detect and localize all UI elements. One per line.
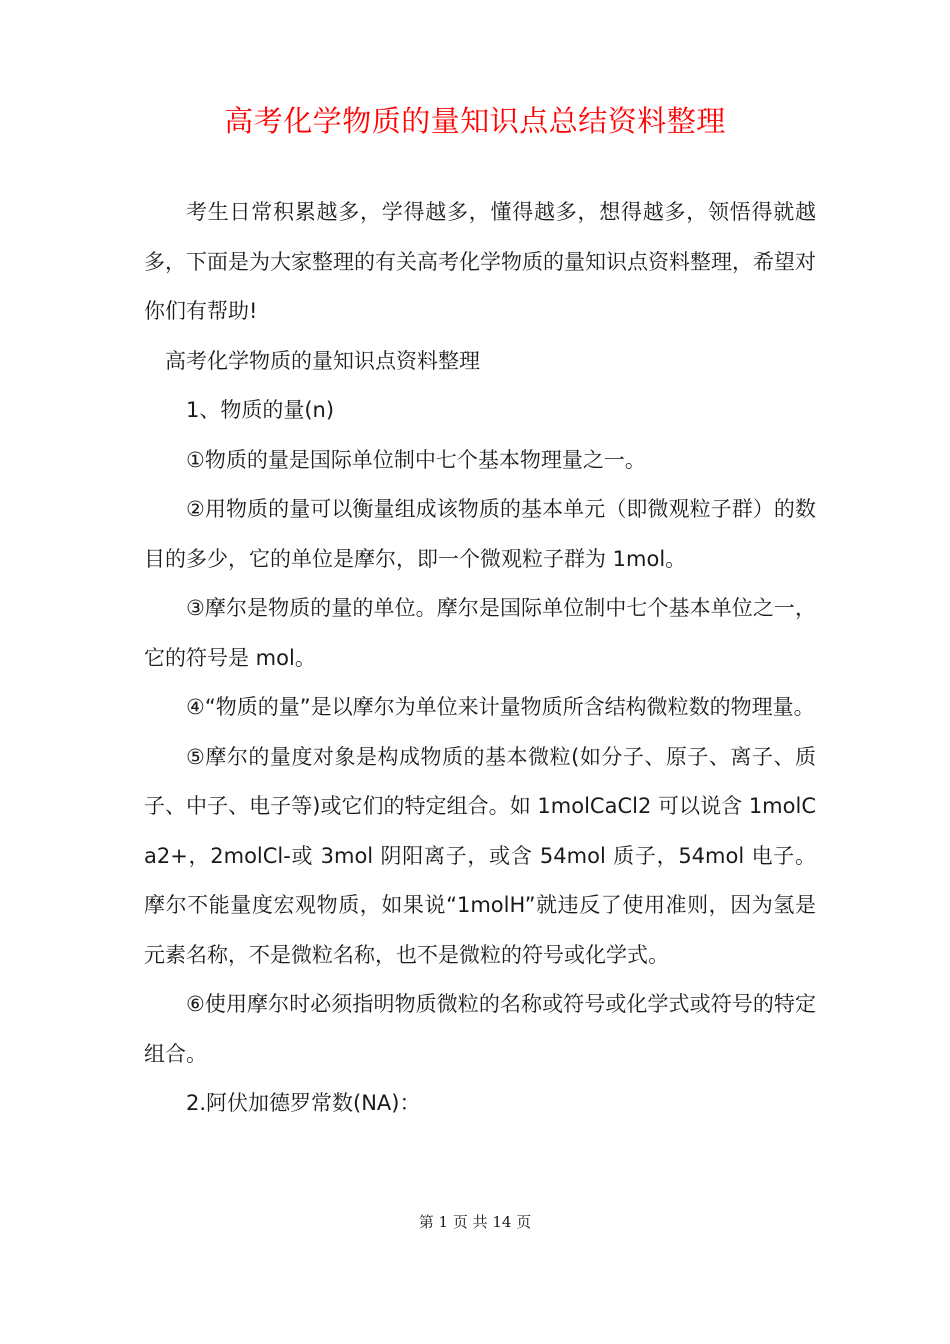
document-title: 高考化学物质的量知识点总结资料整理 [224, 104, 726, 138]
item-heading-avogadro: 2.阿伏加德罗常数(NA)： [186, 1091, 421, 1115]
point-1-paragraph: ①物质的量是国际单位制中七个基本物理量之一。 [186, 447, 646, 472]
document-body [144, 188, 816, 1129]
point-4-paragraph: ④“物质的量”是以摩尔为单位来计量物质所含结构微粒数的物理量。 [186, 695, 815, 719]
page-footer: 第 1 页 共 14 页 [418, 1213, 532, 1231]
point-3-paragraph: ③摩尔是物质的量的单位。摩尔是国际单位制中七个基本单位之一，它的符号是 mol。 [144, 596, 816, 670]
point-6-paragraph: ⑥使用摩尔时必须指明物质微粒的名称或符号或化学式或符号的特定组合。 [144, 992, 816, 1066]
item-heading-amount-of-substance: 1、物质的量(n) [186, 398, 335, 422]
point-5-paragraph: ⑤摩尔的量度对象是构成物质的基本微粒(如分子、原子、离子、质子、中子、电子等)或它们的特定组合。如 1molCaCl2 可以说含 1molCa2+，2molCl-或 3mol 阴阳离子，或含 54mol 质子，54mol 电子。摩尔不能量度宏观物质，如果说“1molH”就违反了使用准则，因为氢是元素名称，不是微粒名称，也不是微粒的符号或化学式。 [144, 744, 816, 967]
section-heading: 高考化学物质的量知识点资料整理 [165, 348, 480, 373]
point-2-paragraph: ②用物质的量可以衡量组成该物质的基本单元（即微观粒子群）的数目的多少，它的单位是摩尔，即一个微观粒子群为 1mol。 [144, 497, 816, 571]
intro-paragraph: 考生日常积累越多，学得越多，懂得越多，想得越多，领悟得就越多，下面是为大家整理的有关高考化学物质的量知识点资料整理，希望对你们有帮助! [144, 200, 816, 323]
